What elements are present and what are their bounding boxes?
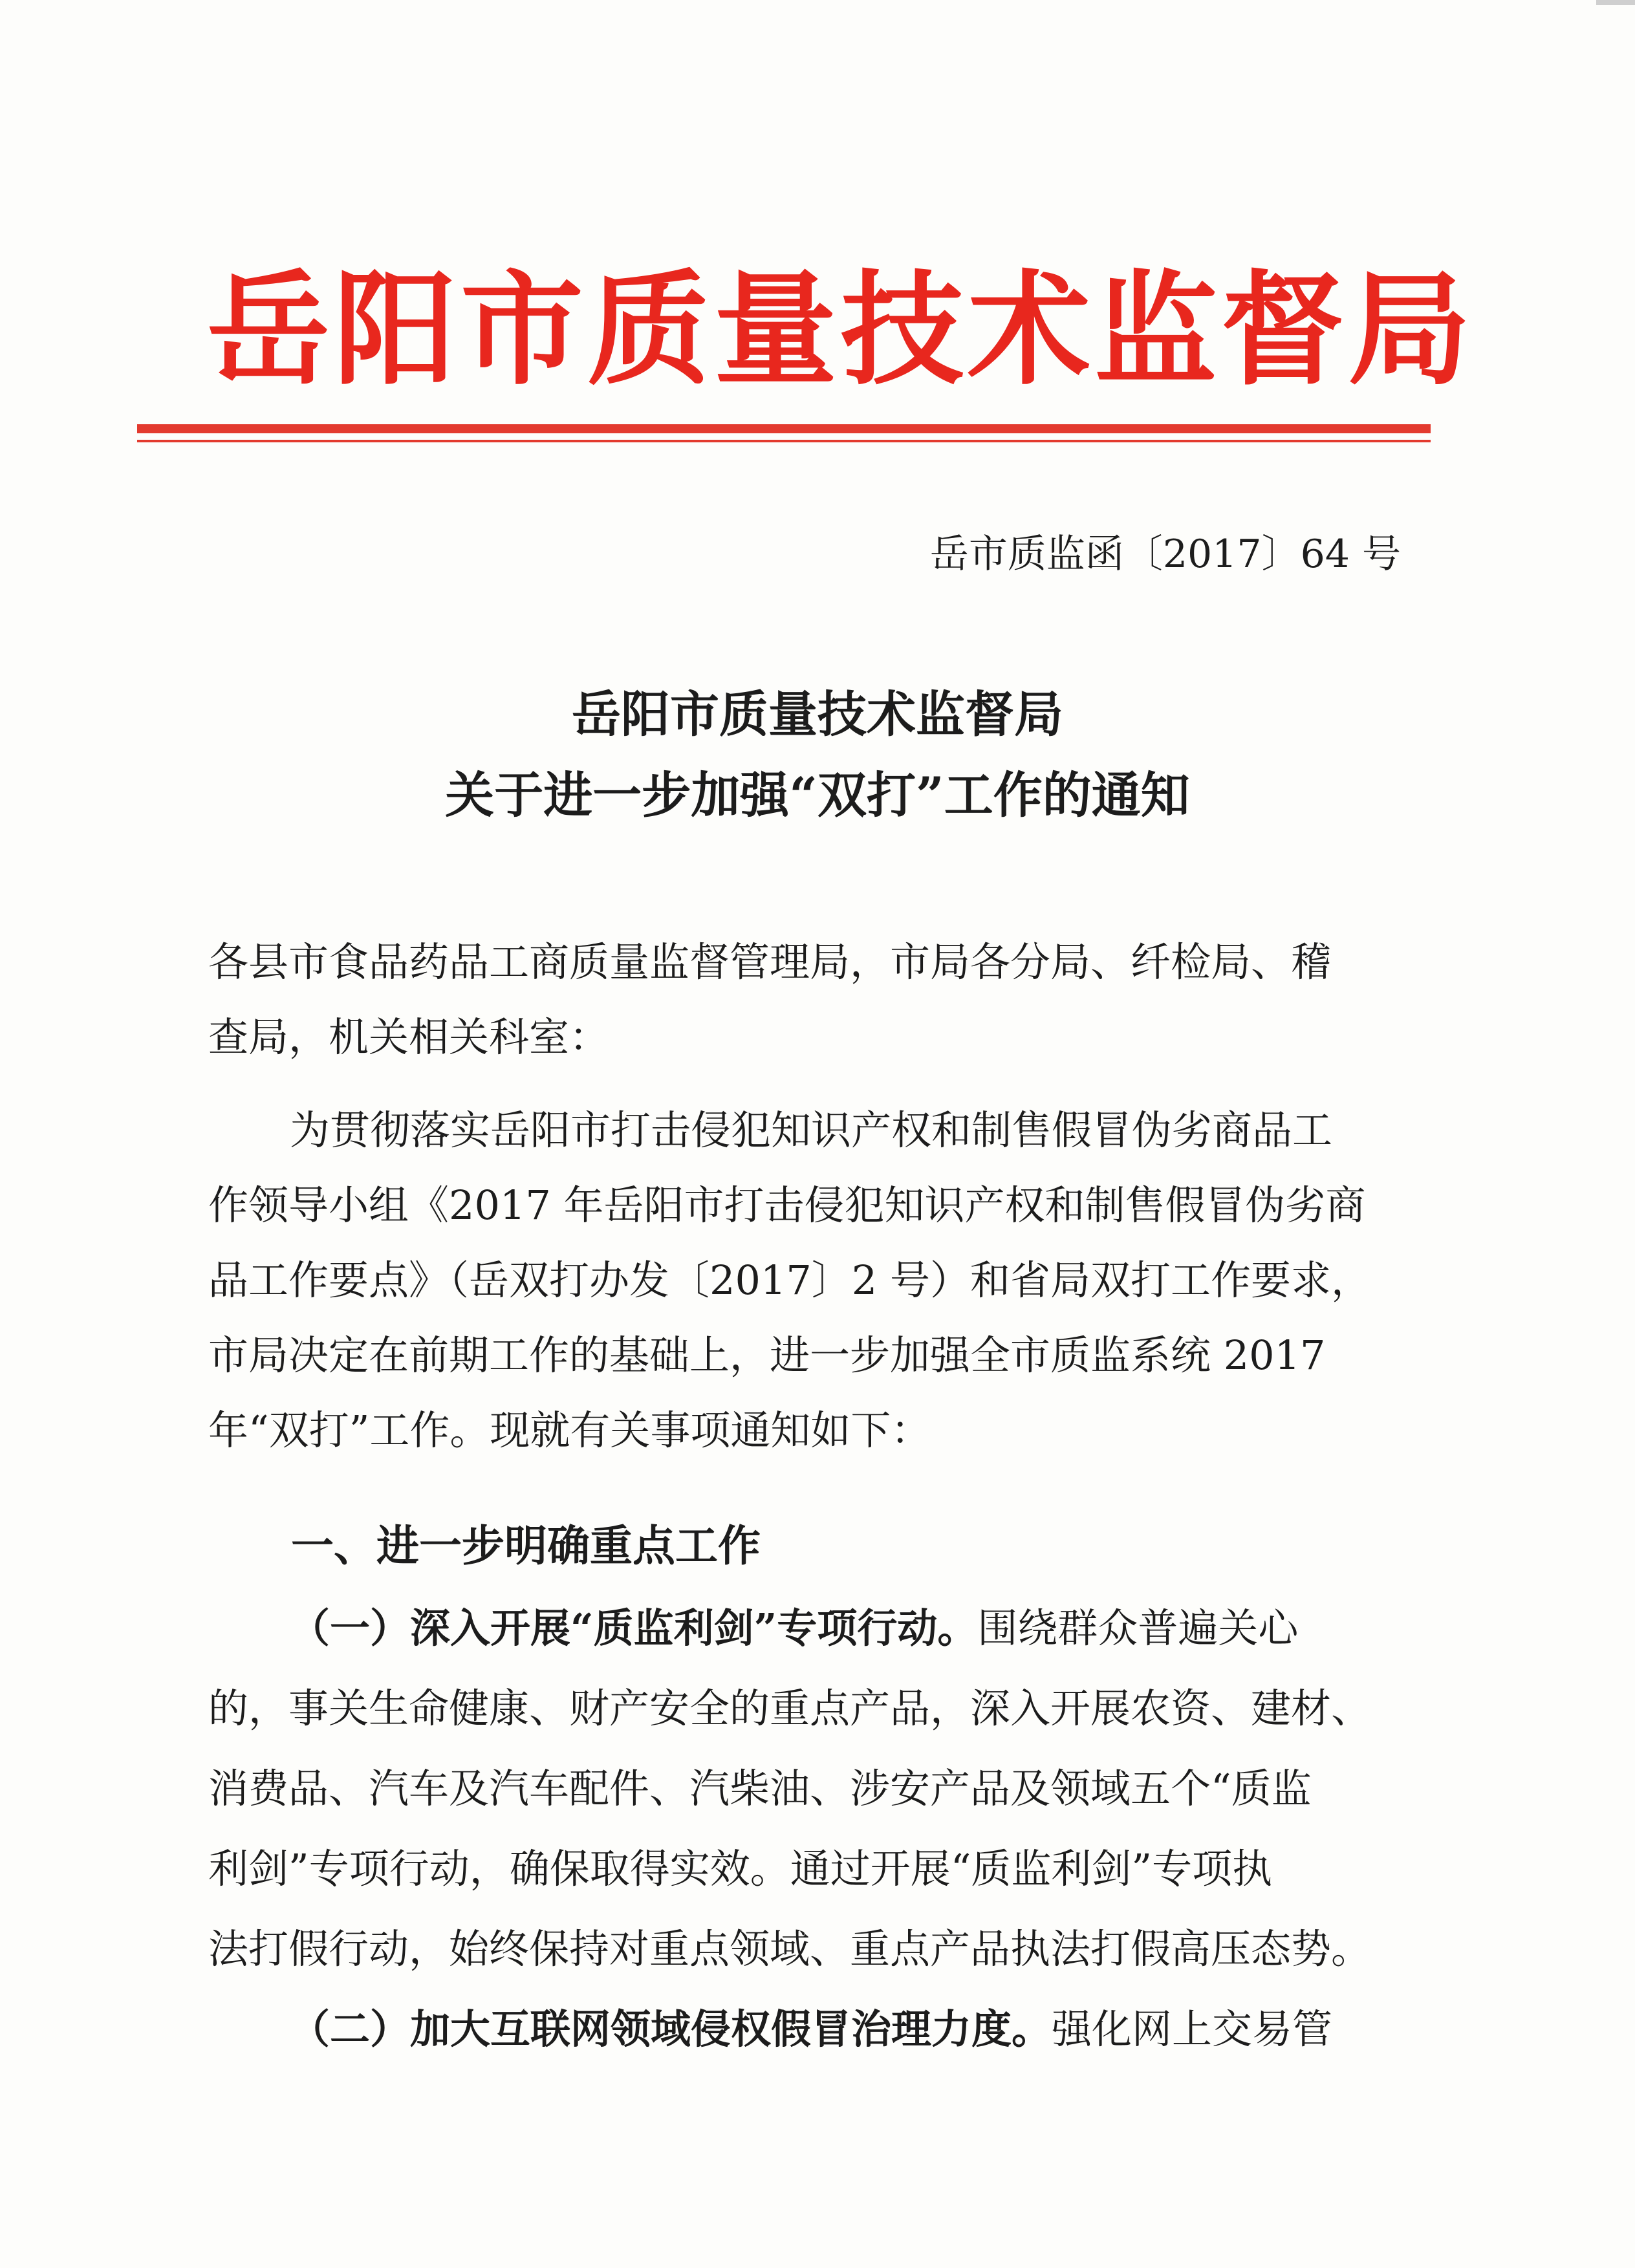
letterhead-agency-name: 岳阳市质量技术监督局 (207, 257, 1475, 402)
notice-title-line-1: 岳阳市质量技术监督局 (572, 686, 1063, 743)
item-1-line-3: 消费品、汽车及汽车配件、汽柴油、涉安产品及领域五个“质监 (208, 1765, 1312, 1812)
item-1-line-2: 的，事关生命健康、财产安全的重点产品，深入开展农资、建材、 (208, 1685, 1372, 1732)
intro-line-1: 为贯彻落实岳阳市打击侵犯知识产权和制售假冒伪劣商品工 (290, 1107, 1333, 1154)
section-1-heading: 一、进一步明确重点工作 (291, 1520, 761, 1571)
item-1-line-1-text: 围绕群众普遍关心 (977, 1604, 1299, 1652)
intro-line-4: 市局决定在前期工作的基础上，进一步加强全市质监系统 2017 (208, 1332, 1326, 1379)
addressee-line-1: 各县市食品药品工商质量监督管理局，市局各分局、纤检局、稽 (208, 938, 1332, 986)
document-number: 岳市质监函〔2017〕64 号 (929, 532, 1401, 577)
item-1-lead: （一）深入开展“质监利剑”专项行动。 (290, 1604, 978, 1652)
item-2-line-1-text: 强化网上交易管 (1052, 2005, 1333, 2053)
item-1-line-4: 利剑”专项行动，确保取得实效。通过开展“质监利剑”专项执 (208, 1845, 1273, 1892)
intro-line-5: 年“双打”工作。现就有关事项通知如下： (208, 1407, 931, 1454)
intro-line-3: 品工作要点》（岳双打办发〔2017〕2 号）和省局双打工作要求， (208, 1257, 1371, 1304)
letterhead-red-rule-thick (137, 424, 1431, 433)
item-1-line-5: 法打假行动，始终保持对重点领域、重点产品执法打假高压态势。 (208, 1925, 1372, 1972)
item-1-line-1 (290, 1597, 1506, 1659)
intro-line-2: 作领导小组《2017 年岳阳市打击侵犯知识产权和制售假冒伪劣商 (208, 1182, 1366, 1229)
item-2-line-1 (290, 1998, 1506, 2060)
addressee-line-2: 查局，机关相关科室： (208, 1013, 610, 1061)
letterhead-red-rule-thin (137, 440, 1431, 442)
notice-title-line-2: 关于进一步加强“双打”工作的通知 (445, 766, 1190, 824)
scan-edge-mark (1596, 0, 1635, 5)
item-2-lead: （二）加大互联网领域侵权假冒治理力度。 (290, 2005, 1052, 2053)
